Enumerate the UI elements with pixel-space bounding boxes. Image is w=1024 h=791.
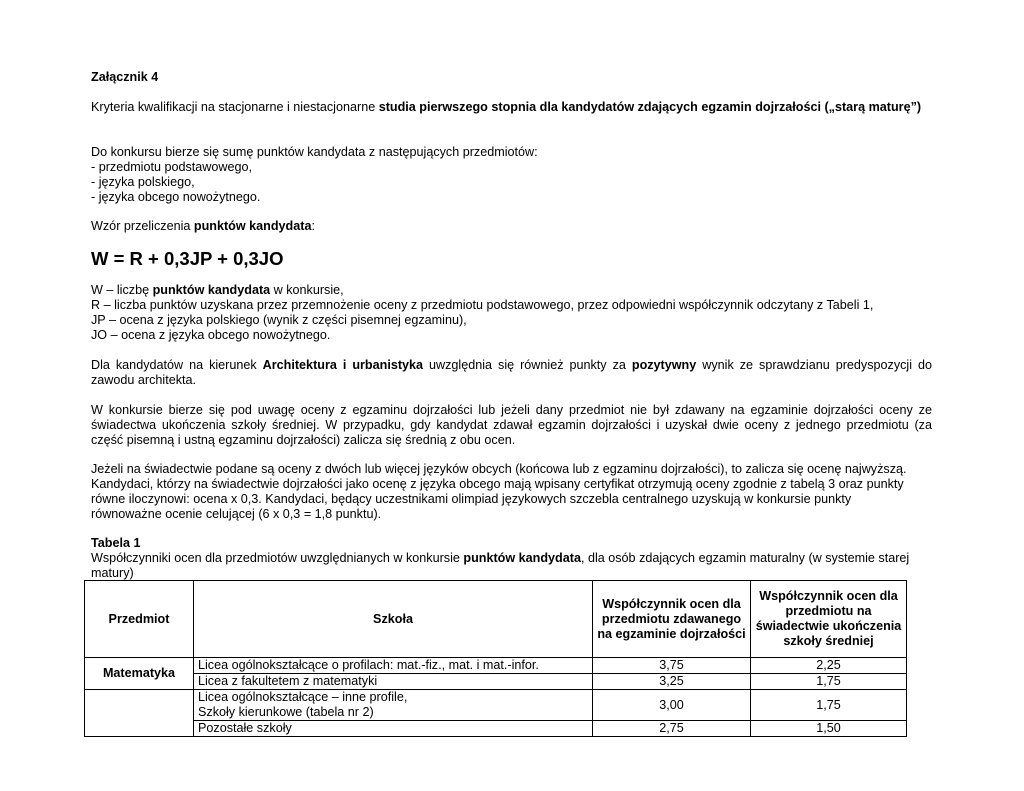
table-row [85,690,907,721]
legend-w-end: w konkursie, [270,283,344,297]
criteria-plain: Kryteria kwalifikacji na stacjonarne i niestacjonarne [91,100,379,114]
architecture-field: Architektura i urbanistyka [262,358,424,372]
legend-w-plain: W – liczbę [91,283,153,297]
legend-jp: JP – ocena z języka polskiego (wynik z części pisemnej egzaminu), [91,313,467,327]
exam-coefficient-cell: 3,00 [593,690,751,721]
school-cell: Licea z fakultetem z matematyki [194,674,593,690]
subject-item: - języka obcego nowożytnego. [91,190,261,204]
subject-cell: Matematyka [85,658,194,690]
languages-paragraph [91,462,932,522]
school-cell: Pozostałe szkoły [194,721,593,737]
table-row [85,658,907,674]
empty-subject-cell [85,690,194,737]
criteria-bold: studia pierwszego stopnia dla kandydatów zdających egzamin dojrzałości („starą maturę”) [378,100,922,114]
annex-title: Załącznik 4 [91,70,159,84]
school-cell: Licea ogólnokształcące o profilach: mat.-fiz., mat. i mat.-infor. [194,658,593,674]
legend-w-bold: punktów kandydata [152,283,271,297]
table-caption-bold: punktów kandydata [463,551,581,565]
table-label: Tabela 1 [91,536,141,550]
certificate-coefficient-cell: 1,75 [751,690,907,721]
table-caption-text: Współczynniki ocen dla przedmiotów uwzględnianych w konkursie [91,551,464,565]
subject-item: - języka polskiego, [91,175,195,189]
formula-legend [91,283,932,343]
exam-coefficient-cell: 3,25 [593,674,751,690]
table-row [85,721,907,737]
certificate-coefficient-cell: 1,50 [751,721,907,737]
header-subject: Przedmiot [85,581,194,658]
legend-r: R – liczba punktów uzyskana przez przemnożenie oceny z przedmiotu podstawowego, przez odpowiedni współczynnik odczytany z Tabeli 1, [91,298,874,312]
legend-w [91,283,932,298]
school-cell-line: Licea ogólnokształcące – inne profile, [198,690,408,704]
exam-coefficient-cell: 3,75 [593,658,751,674]
architecture-positive: pozytywny [631,358,697,372]
table-caption [91,551,932,581]
grades-line: świadectwa ukończenia szkoły średniej. W przypadku, gdy kandydat zdawał egzamin dojrzałości i uzyskał dwie oceny z jednego przedmiotu (za [91,418,932,432]
certificate-coefficient-cell: 1,75 [751,674,907,690]
subjects-block [91,145,932,205]
formula-intro-plain: Wzór przeliczenia [91,219,194,233]
legend-jo: JO – ocena z języka obcego nowożytnego. [91,328,331,342]
architecture-text: wynik ze sprawdzianu predyspozycji do zawodu architekta. [91,358,933,387]
formula-intro-end: : [311,219,315,233]
languages-line: Jeżeli na świadectwie podane są oceny z dwóch lub więcej języków obcych (końcowa lub z egzaminu dojrzałości), to zalicza się ocenę najwyższą. [91,462,907,476]
grades-line: W konkursie bierze się pod uwagę oceny z egzaminu dojrzałości lub jeżeli dany przedmiot nie był zdawany na egzaminie dojrzałości oceny ze [91,403,932,417]
languages-line: równoważne ocenie celującej (6 x 0,3 = 1,8 punktu). [91,507,382,521]
table-header-row [85,581,907,658]
school-cell-line: Szkoły kierunkowe (tabela nr 2) [198,705,374,719]
grades-line: część pisemną i ustną egzaminu dojrzałości) zalicza się średnią z obu ocen. [91,433,516,447]
formula-intro-bold: punktów kandydata [193,219,312,233]
grades-paragraph [91,403,932,448]
formula: W = R + 0,3JP + 0,3JO [91,248,284,269]
header-certificate-coefficient: Współczynnik ocen dla przedmiotu na świadectwie ukończenia szkoły średniej [751,581,907,658]
architecture-text: Dla kandydatów na kierunek [91,358,263,372]
header-school: Szkoła [194,581,593,658]
table-row [85,674,907,690]
subjects-intro: Do konkursu bierze się sumę punktów kandydata z następujących przedmiotów: [91,145,538,159]
languages-line: Kandydaci, którzy na świadectwie dojrzałości jako ocenę z języka obcego mają wpisany certyfikat otrzymują oceny zgodnie z tabelą 3 oraz punkty [91,477,904,491]
criteria-heading [91,100,932,115]
coefficients-table [84,580,907,737]
certificate-coefficient-cell: 2,25 [751,658,907,674]
subject-item: - przedmiotu podstawowego, [91,160,253,174]
formula-intro [91,219,932,234]
architecture-paragraph [91,358,932,388]
header-exam-coefficient: Współczynnik ocen dla przedmiotu zdawanego na egzaminie dojrzałości [593,581,751,658]
table-caption-text: , dla osób zdających egzamin maturalny (w systemie starej matury) [91,551,910,580]
languages-line: równe iloczynowi: ocena x 0,3. Kandydaci, będący uczestnikami olimpiad językowych szczebla centralnego uzyskują w konkursie punkty [91,492,852,506]
architecture-text: uwzględnia się również punkty za [423,358,632,372]
school-cell [194,690,593,721]
exam-coefficient-cell: 2,75 [593,721,751,737]
